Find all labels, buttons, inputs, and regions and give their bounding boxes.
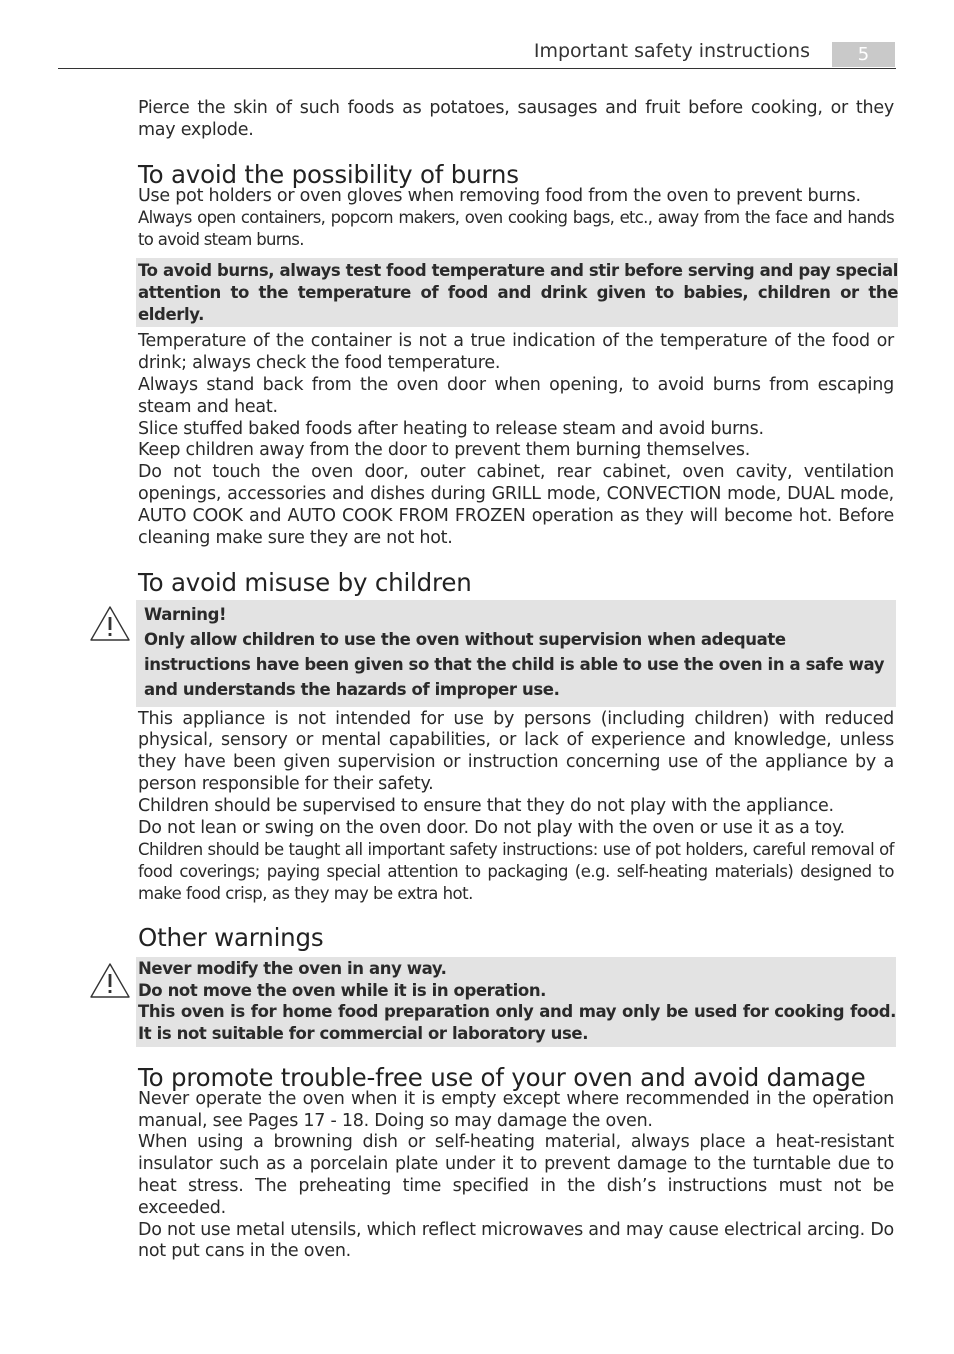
burns-highlight-text: To avoid burns, always test food temperature and stir before serving and pay special attention to the temperature of food and drink given to babies, children or the elderly.: [138, 260, 898, 324]
page-number-badge: 5: [832, 42, 895, 67]
burns-highlight-box: [136, 258, 898, 327]
heading-children: To avoid misuse by children: [138, 568, 472, 598]
burns-paragraph: Do not touch the oven door, outer cabinet, rear cabinet, oven cavity, ventilation openings, accessories and dishes during GRILL mode, CONVECTION mode, DUAL mode, AUTO COOK and AUTO COOK FROM FROZEN operation as they will become hot. Before cleaning make sure they are not hot.: [138, 462, 894, 548]
children-warning-box: [136, 600, 896, 706]
burns-paragraph: Slice stuffed baked foods after heating to release steam and avoid burns.: [138, 418, 764, 439]
section-title: Important safety instructions: [533, 40, 810, 62]
burns-paragraph: Use pot holders or oven gloves when removing food from the oven to prevent burns.: [138, 185, 861, 206]
children-paragraph: Children should be supervised to ensure that they do not play with the appliance.: [138, 795, 834, 816]
trouble-paragraph: Never operate the oven when it is empty except where recommended in the operation manual, see Pages 17 - 18. Doing so may damage the oven.: [138, 1088, 894, 1131]
heading-other-warnings: Other warnings: [138, 922, 324, 952]
trouble-paragraph: When using a browning dish or self-heating material, always place a heat-resistant insulator such as a porcelain plate under it to prevent damage to the turntable due to heat stress. The preheating time specified in the dish’s instructions must not be exceeded.: [138, 1132, 894, 1218]
other-warning-block: [138, 957, 894, 1047]
warning-triangle-icon: [88, 961, 132, 1001]
main-content: [138, 98, 898, 1263]
burns-paragraph: Temperature of the container is not a true indication of the temperature of the food or drink; always check the food temperature.: [138, 331, 894, 374]
heading-burns: To avoid the possibility of burns: [138, 159, 519, 189]
children-paragraph: Do not lean or swing on the oven door. Do not play with the oven or use it as a toy.: [138, 817, 845, 838]
burns-paragraph: Keep children away from the door to prevent them burning themselves.: [138, 440, 751, 461]
trouble-paragraph: Do not use metal utensils, which reflect microwaves and may cause electrical arcing. Do not put cans in the oven.: [138, 1219, 894, 1262]
other-warning-line: This oven is for home food preparation only and may only be used for cooking food. It is not suitable for commercial or laboratory use.: [138, 1002, 896, 1044]
other-warning-line: Do not move the oven while it is in operation.: [138, 980, 547, 1000]
burns-paragraph: Always open containers, popcorn makers, oven cooking bags, etc., away from the face and hands to avoid steam burns.: [138, 208, 894, 250]
children-warning-block: [138, 600, 894, 706]
warning-triangle-icon: [88, 604, 132, 644]
header-divider: [58, 68, 896, 69]
children-paragraph: This appliance is not intended for use by persons (including children) with reduced physical, sensory or mental capabilities, or lack of experience and knowledge, unless they have been given supervision or instruction concerning use of the appliance by a person responsible for their safety.: [138, 708, 894, 794]
children-paragraph: Children should be taught all important safety instructions: use of pot holders, careful removal of food coverings; paying special attention to packaging (e.g. self-heating materials) designed to make food crisp, as they may be extra hot.: [138, 840, 894, 903]
warning-text: Only allow children to use the oven without supervision when adequate instructions have been given so that the child is able to use the oven in a safe way and understands the hazards of improper use.: [144, 630, 885, 699]
other-warning-line: Never modify the oven in any way.: [138, 958, 447, 978]
heading-trouble-free: To promote trouble-free use of your oven and avoid damage: [138, 1062, 866, 1092]
warning-title: Warning!: [144, 605, 227, 625]
intro-paragraph: Pierce the skin of such foods as potatoes, sausages and fruit before cooking, or they may explode.: [138, 98, 894, 140]
other-warning-box: [136, 957, 896, 1047]
burns-paragraph: Always stand back from the oven door when opening, to avoid burns from escaping steam and heat.: [138, 374, 894, 417]
